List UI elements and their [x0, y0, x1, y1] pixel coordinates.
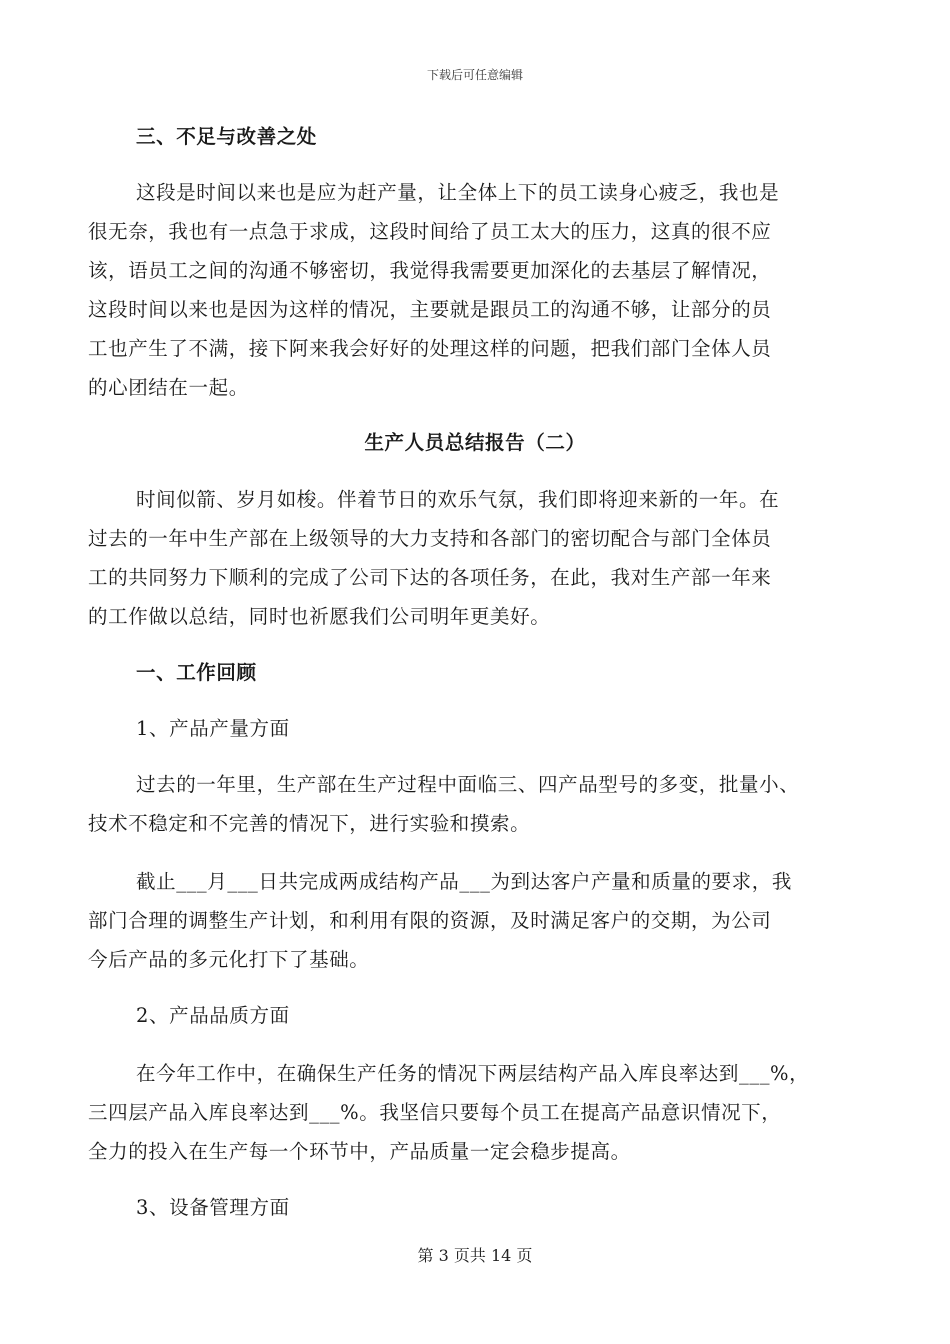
paragraph-line: 时间似箭、岁月如梭。伴着节日的欢乐气氛，我们即将迎来新的一年。在 [136, 488, 780, 511]
subheading-production-output: 1、产品产量方面 [136, 717, 290, 740]
paragraph-line: 技术不稳定和不完善的情况下，进行实验和摸索。 [88, 812, 531, 835]
report-title: 生产人员总结报告（二） [364, 431, 586, 454]
paragraph-line: 工也产生了不满，接下阿来我会好好的处理这样的问题，把我们部门全体人员 [88, 337, 772, 360]
subheading-equipment-management: 3、设备管理方面 [136, 1196, 290, 1219]
paragraph-line: 在今年工作中，在确保生产任务的情况下两层结构产品入库良率达到___%， [136, 1062, 810, 1085]
paragraph-line: 截止___月___日共完成两成结构产品___为到达客户产量和质量的要求，我 [136, 870, 792, 893]
paragraph-line: 很无奈，我也有一点急于求成，这段时间给了员工太大的压力，这真的很不应 [88, 220, 772, 243]
subheading-product-quality: 2、产品品质方面 [136, 1004, 290, 1027]
paragraph-line: 过去的一年中生产部在上级领导的大力支持和各部门的密切配合与部门全体员 [88, 527, 772, 550]
paragraph-line: 过去的一年里，生产部在生产过程中面临三、四产品型号的多变，批量小、 [136, 773, 800, 796]
paragraph-line: 的心团结在一起。 [88, 376, 249, 399]
paragraph-line: 工的共同努力下顺利的完成了公司下达的各项任务，在此，我对生产部一年来 [88, 566, 772, 589]
paragraph-line: 三四层产品入库良率达到___%。我坚信只要每个员工在提高产品意识情况下， [88, 1101, 782, 1124]
paragraph-line: 这段是时间以来也是应为赶产量，让全体上下的员工读身心疲乏，我也是 [136, 181, 780, 204]
section-heading-shortcomings: 三、不足与改善之处 [136, 125, 317, 148]
page-header-note: 下载后可任意编辑 [426, 68, 523, 82]
paragraph-line: 全力的投入在生产每一个环节中，产品质量一定会稳步提高。 [88, 1140, 631, 1163]
paragraph-line: 今后产品的多元化打下了基础。 [88, 948, 370, 971]
paragraph-line: 部门合理的调整生产计划，和利用有限的资源，及时满足客户的交期，为公司 [88, 909, 772, 932]
paragraph-line: 该，语员工之间的沟通不够密切，我觉得我需要更加深化的去基层了解情况， [88, 259, 772, 282]
paragraph-line: 的工作做以总结，同时也祈愿我们公司明年更美好。 [88, 605, 551, 628]
section-heading-work-review: 一、工作回顾 [136, 661, 257, 684]
page-number-footer: 第 3 页共 14 页 [417, 1246, 533, 1265]
paragraph-line: 这段时间以来也是因为这样的情况，主要就是跟员工的沟通不够，让部分的员 [88, 298, 772, 321]
